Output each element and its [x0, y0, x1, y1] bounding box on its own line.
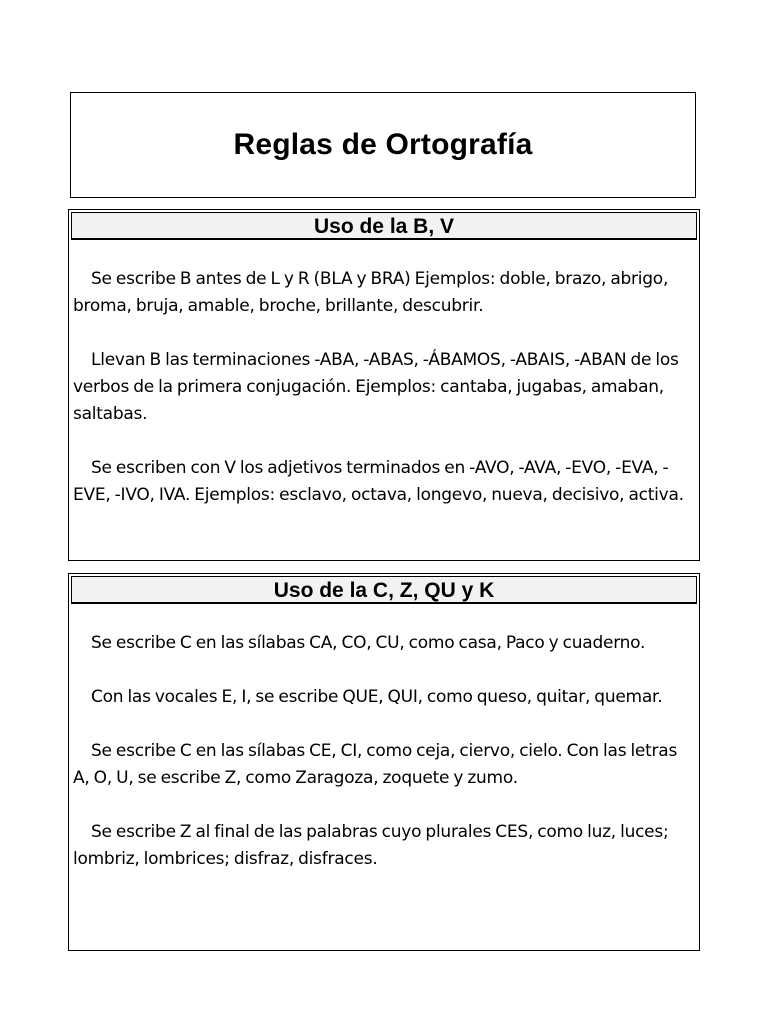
- rule-paragraph: Llevan B las terminaciones -ABA, -ABAS, -ÁBAMOS, -ABAIS, -ABAN de los verbos de la primera conjugación. Ejemplos: cantaba, jugabas, amaban, saltabas.: [73, 350, 679, 424]
- section-title: Uso de la B, V: [313, 214, 455, 238]
- section-title: Uso de la C, Z, QU y K: [273, 578, 495, 602]
- section-header: [71, 212, 697, 240]
- rule-paragraph: Se escribe C en las sílabas CE, CI, como ceja, ciervo, cielo. Con las letras A, O, U, se escribe Z, como Zaragoza, zoquete y zumo.: [73, 741, 678, 788]
- section-header: [71, 576, 697, 604]
- section-c-z-qu-k: [68, 573, 700, 951]
- rule-paragraph: Se escribe Z al final de las palabras cuyo plurales CES, como luz, luces; lombriz, lombrices; disfraz, disfraces.: [73, 822, 669, 869]
- rule-paragraph: Se escribe C en las sílabas CA, CO, CU, como casa, Paco y cuaderno.: [91, 633, 646, 653]
- rule-paragraph: Con las vocales E, I, se escribe QUE, QUI, como queso, quitar, quemar.: [91, 687, 663, 707]
- title-box: [70, 92, 696, 198]
- section-body: [69, 606, 699, 873]
- rule-paragraph: Se escriben con V los adjetivos terminados en -AVO, -AVA, -EVO, -EVA, -EVE, -IVO, IVA. Ejemplos: esclavo, octava, longevo, nueva, decisivo, activa.: [73, 458, 684, 505]
- page-title: Reglas de Ortografía: [233, 128, 533, 161]
- section-b-v: [68, 209, 700, 561]
- rule-paragraph: Se escribe B antes de L y R (BLA y BRA) Ejemplos: doble, brazo, abrigo, broma, bruja, amable, broche, brillante, descubrir.: [73, 269, 669, 316]
- section-body: [69, 242, 699, 509]
